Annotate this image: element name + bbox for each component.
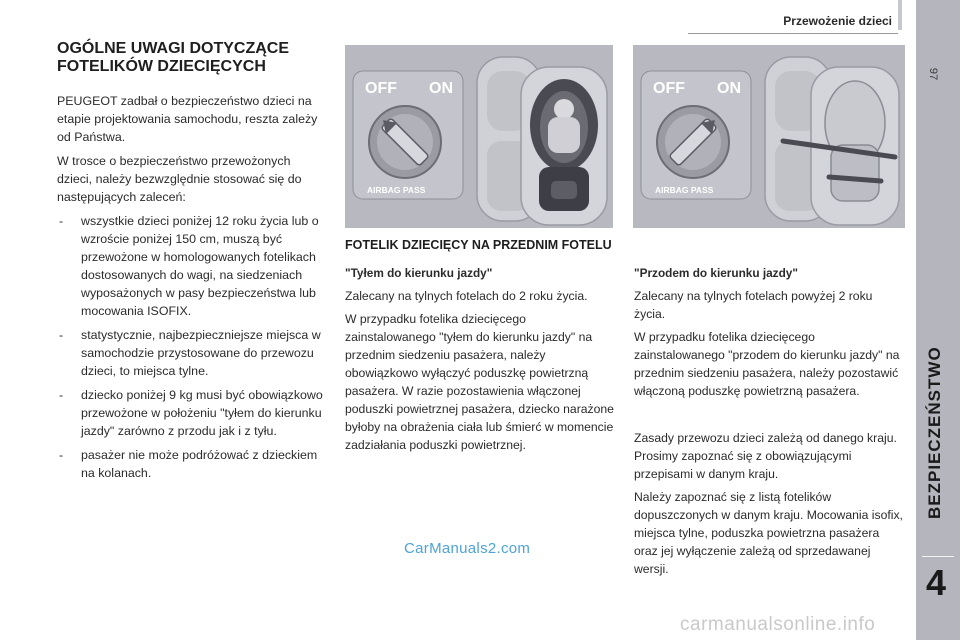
header-rule	[688, 33, 898, 34]
chapter-number: 4	[925, 562, 947, 603]
watermark-primary: CarManuals2.com	[404, 540, 531, 557]
list-item-text: dziecko poniżej 9 kg musi być obowiązkowo przewożone w położeniu "tyłem do kierunku jazdy" zarówno z przodu jak i z tyłu.	[81, 388, 323, 438]
airbag-pass-label: AIRBAG PASS	[367, 185, 426, 195]
rear-facing-paragraph-1: Zalecany na tylnych fotelach do 2 roku życia.	[345, 289, 588, 303]
airbag-pass-label: AIRBAG PASS	[655, 185, 714, 195]
forward-facing-column	[634, 265, 906, 583]
spacer	[634, 405, 906, 429]
recommendation-list	[57, 212, 327, 482]
header-tick	[898, 0, 902, 30]
forward-facing-paragraph-2: W przypadku fotelika dziecięcego zainstalowanego "przodem do kierunku jazdy" na przednim siedzeniu pasażera, należy pozostawić włączoną poduszkę powietrzną pasażera.	[634, 330, 900, 398]
chapter-label: BEZPIECZEŃSTWO	[925, 346, 944, 519]
forward-facing-paragraph-4: Należy zapoznać się z listą fotelików dopuszczonych w danym kraju. Mocowania isofix, miejsca tylne, poduszka powietrzna pasażera oraz jej wyłączenie zależą od sprzedawanej wersji.	[634, 490, 903, 576]
list-item: - statystycznie, najbezpieczniejsze miejsca w samochodzie przystosowane do przewozu dzieci, to miejsca tylne.	[59, 328, 321, 378]
list-item: - dziecko poniżej 9 kg musi być obowiązkowo przewożone w położeniu "tyłem do kierunku jazdy" zarówno z przodu jak i z tyłu.	[59, 388, 323, 438]
sidebar-divider	[922, 556, 954, 557]
page-number: 97	[927, 67, 939, 81]
watermark-secondary: carmanualsonline.info	[680, 614, 876, 635]
forward-facing-title: "Przodem do kierunku jazdy"	[634, 266, 798, 280]
rear-facing-column	[345, 265, 615, 459]
rear-facing-title: "Tyłem do kierunku jazdy"	[345, 266, 493, 280]
on-label: ON	[429, 80, 453, 97]
chapter-sidebar	[916, 0, 960, 640]
running-header: Przewożenie dzieci	[783, 14, 892, 28]
list-item-text: pasażer nie może podróżować z dzieckiem na kolanach.	[81, 448, 318, 480]
rear-facing-seat-photo	[345, 45, 613, 228]
lead-paragraph: W trosce o bezpieczeństwo przewożonych dzieci, należy bezwzględnie stosować się do następujących zaleceń:	[57, 154, 302, 204]
forward-facing-paragraph-1: Zalecany na tylnych fotelach powyżej 2 roku życia.	[634, 289, 873, 321]
child-seat-icon	[530, 79, 598, 211]
list-item-text: statystycznie, najbezpieczniejsze miejsca w samochodzie przystosowane do przewozu dzieci, to miejsca tylne.	[81, 328, 321, 378]
off-label: OFF	[653, 80, 685, 97]
forward-facing-seat-illustration	[633, 45, 905, 228]
intro-paragraph: PEUGEOT zadbał o bezpieczeństwo dzieci na etapie projektowania samochodu, reszta zależy od Państwa.	[57, 94, 318, 144]
list-item-text: wszystkie dzieci poniżej 12 roku życia lub o wzroście poniżej 150 cm, muszą być przewożone w homologowanych fotelikach dostosowanych do wagi, na siedzeniach wyposażonych w pasy bezpieczeństwa lub mocowania ISOFIX.	[81, 214, 319, 318]
rear-facing-seat-illustration	[345, 45, 613, 228]
forward-facing-seat-photo	[633, 45, 905, 228]
off-label: OFF	[365, 80, 397, 97]
on-label: ON	[717, 80, 741, 97]
list-item: - pasażer nie może podróżować z dzieckiem na kolanach.	[59, 448, 318, 480]
list-item: - wszystkie dzieci poniżej 12 roku życia lub o wzroście poniżej 150 cm, muszą być przewożone w homologowanych fotelikach dostosowanych do wagi, na siedzeniach wyposażonych w pasy bezpieczeństwa lub mocowania ISOFIX.	[59, 214, 319, 318]
general-notes-column	[57, 40, 327, 488]
section-title: FOTELIK DZIECIĘCY NA PRZEDNIM FOTELU	[345, 238, 612, 252]
rear-facing-paragraph-2: W przypadku fotelika dziecięcego zainstalowanego "tyłem do kierunku jazdy" na przednim siedzeniu pasażera, należy obowiązkowo wyłączyć poduszkę powietrzną pasażera. W razie pozostawienia włączonej poduszki powietrznej pasażera, dziecko narażone byłoby na obrażenia ciała lub śmierć w momencie zadziałania poduszki powietrznej.	[345, 312, 614, 452]
main-title: OGÓLNE UWAGI DOTYCZĄCE FOTELIKÓW DZIECIĘCYCH	[57, 40, 289, 75]
forward-facing-paragraph-3: Zasady przewozu dzieci zależą od danego kraju. Prosimy zapoznać się z obowiązującymi przepisami w danym kraju.	[634, 431, 897, 481]
